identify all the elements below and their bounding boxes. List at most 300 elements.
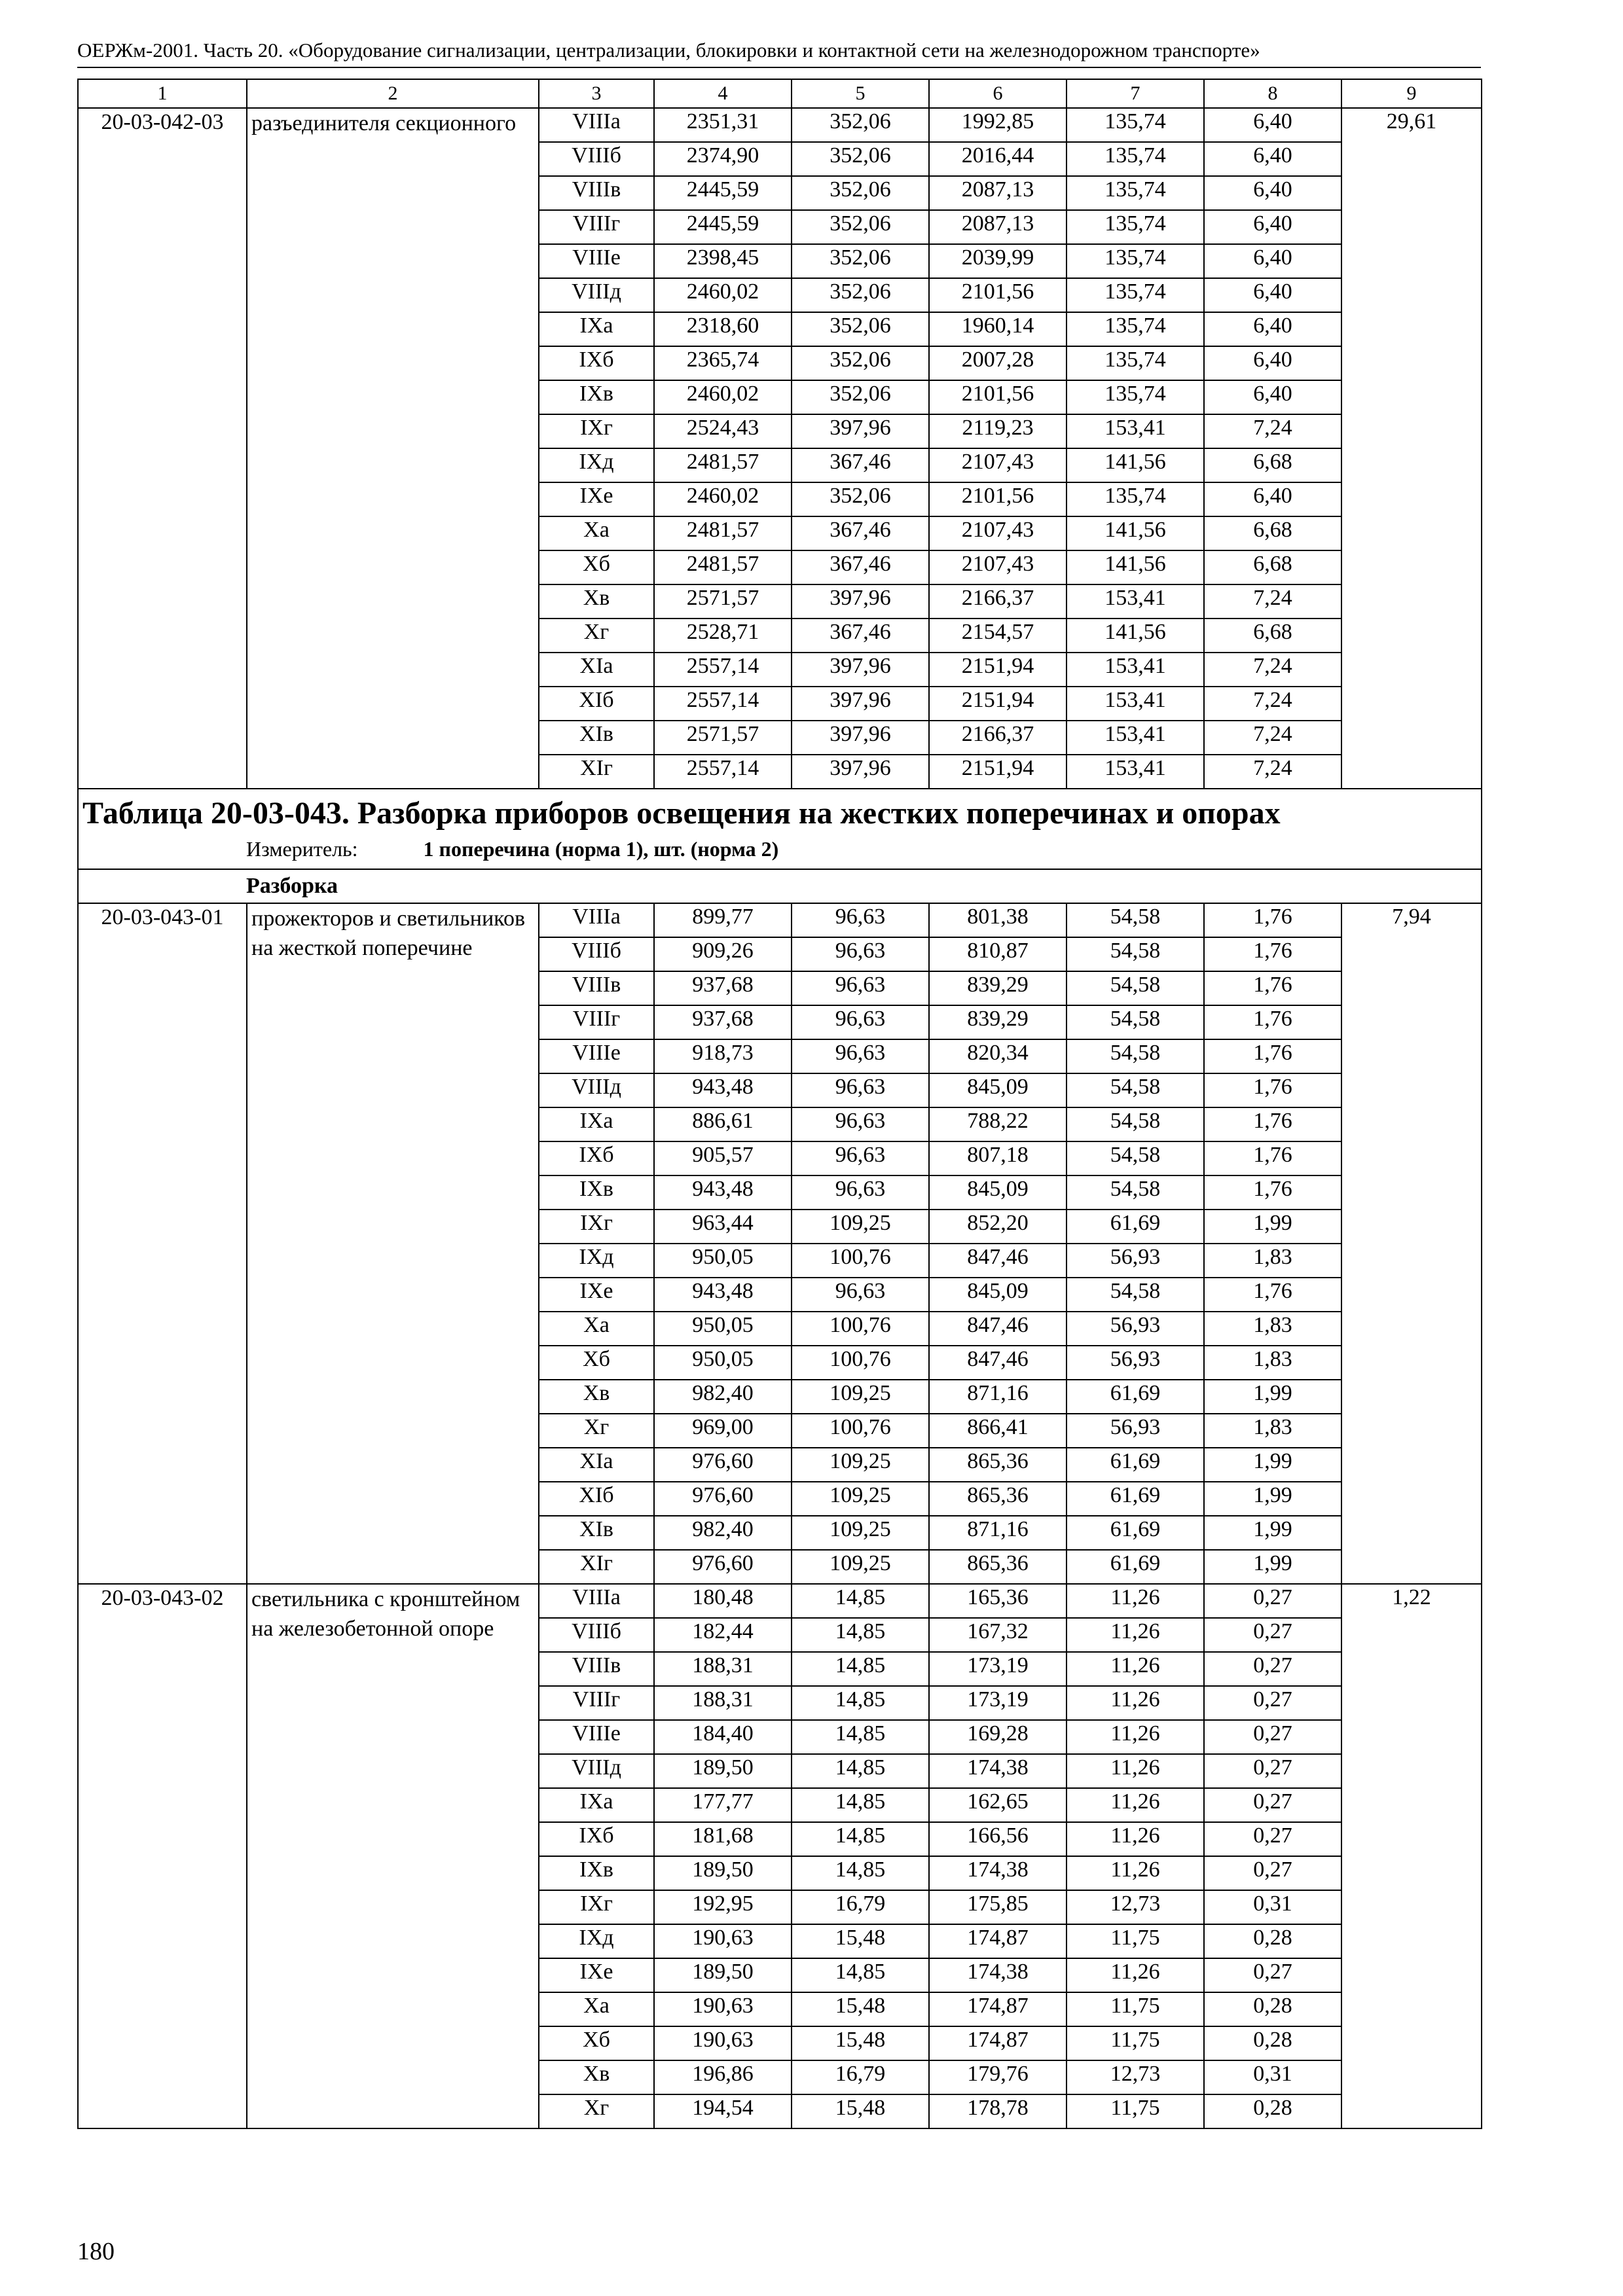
value-cell-col7: 11,26	[1067, 1958, 1204, 1992]
value-cell-col7: 54,58	[1067, 1278, 1204, 1312]
value-cell-col7: 61,69	[1067, 1550, 1204, 1584]
zone-cell: VIIIв	[539, 971, 654, 1005]
zone-cell: VIIIг	[539, 1005, 654, 1039]
value-cell-col8: 0,27	[1204, 1686, 1341, 1720]
table-title-cell	[78, 789, 1482, 869]
value-cell-col6: 847,46	[929, 1346, 1067, 1380]
rate-code: 20-03-043-02	[78, 1584, 247, 2128]
running-header: ОЕРЖм-2001. Часть 20. «Оборудование сигнализации, централизации, блокировки и контактной сети на железнодорожном транспорте»	[77, 39, 1260, 62]
value-cell-col7: 61,69	[1067, 1516, 1204, 1550]
value-cell-col7: 54,58	[1067, 1005, 1204, 1039]
value-cell-col6: 179,76	[929, 2060, 1067, 2094]
value-cell-col4: 2528,71	[654, 619, 792, 653]
value-cell-col8: 1,76	[1204, 1039, 1341, 1073]
value-cell-col6: 847,46	[929, 1244, 1067, 1278]
value-cell-col7: 56,93	[1067, 1346, 1204, 1380]
value-cell-col4: 2481,57	[654, 448, 792, 482]
value-cell-col4: 982,40	[654, 1516, 792, 1550]
value-cell-col5: 367,46	[792, 550, 929, 584]
value-cell-col6: 845,09	[929, 1175, 1067, 1210]
zone-cell: VIIIд	[539, 278, 654, 312]
value-cell-col7: 135,74	[1067, 210, 1204, 244]
value-cell-col7: 54,58	[1067, 1175, 1204, 1210]
zone-cell: VIIIб	[539, 1618, 654, 1652]
value-cell-col8: 6,40	[1204, 380, 1341, 414]
value-cell-col5: 100,76	[792, 1346, 929, 1380]
value-cell-col6: 167,32	[929, 1618, 1067, 1652]
value-cell-col4: 2571,57	[654, 721, 792, 755]
zone-cell: XIб	[539, 1482, 654, 1516]
value-cell-col8: 6,40	[1204, 142, 1341, 176]
value-cell-col4: 2481,57	[654, 516, 792, 550]
value-cell-col4: 2398,45	[654, 244, 792, 278]
value-cell-col7: 11,26	[1067, 1822, 1204, 1856]
value-cell-col4: 905,57	[654, 1141, 792, 1175]
value-cell-col5: 352,06	[792, 142, 929, 176]
price-table-grid	[77, 79, 1482, 2129]
measure-label: Измеритель:	[246, 836, 358, 861]
zone-cell: XIа	[539, 1448, 654, 1482]
zone-cell: IXг	[539, 414, 654, 448]
value-cell-col4: 181,68	[654, 1822, 792, 1856]
value-cell-col7: 141,56	[1067, 550, 1204, 584]
value-cell-col8: 1,76	[1204, 1073, 1341, 1107]
zone-cell: XIб	[539, 687, 654, 721]
value-cell-col8: 0,27	[1204, 1584, 1341, 1618]
value-cell-col4: 2460,02	[654, 482, 792, 516]
zone-cell: VIIIе	[539, 244, 654, 278]
value-cell-col6: 852,20	[929, 1210, 1067, 1244]
value-cell-col5: 397,96	[792, 653, 929, 687]
value-cell-col7: 12,73	[1067, 2060, 1204, 2094]
value-cell-col8: 0,27	[1204, 1618, 1341, 1652]
value-cell-col7: 61,69	[1067, 1210, 1204, 1244]
value-cell-col6: 871,16	[929, 1380, 1067, 1414]
value-cell-col8: 0,27	[1204, 1788, 1341, 1822]
zone-cell: VIIIа	[539, 903, 654, 937]
value-cell-col4: 2460,02	[654, 278, 792, 312]
value-cell-col7: 11,26	[1067, 1856, 1204, 1890]
value-cell-col4: 943,48	[654, 1175, 792, 1210]
value-cell-col7: 135,74	[1067, 312, 1204, 346]
zone-cell: IXа	[539, 1107, 654, 1141]
value-cell-col8: 6,40	[1204, 346, 1341, 380]
value-cell-col8: 7,24	[1204, 414, 1341, 448]
value-cell-col5: 14,85	[792, 1788, 929, 1822]
value-cell-col4: 950,05	[654, 1244, 792, 1278]
value-cell-col6: 2087,13	[929, 210, 1067, 244]
zone-cell: Xв	[539, 1380, 654, 1414]
value-cell-col4: 2524,43	[654, 414, 792, 448]
value-cell-col6: 2107,43	[929, 516, 1067, 550]
value-cell-col4: 188,31	[654, 1652, 792, 1686]
value-cell-col6: 2039,99	[929, 244, 1067, 278]
value-cell-col7: 12,73	[1067, 1890, 1204, 1924]
measure-unit: 1 поперечина (норма 1), шт. (норма 2)	[423, 836, 779, 861]
value-cell-col7: 54,58	[1067, 1141, 1204, 1175]
value-cell-col4: 2557,14	[654, 687, 792, 721]
value-cell-col5: 352,06	[792, 176, 929, 210]
value-cell-col6: 162,65	[929, 1788, 1067, 1822]
measure-line	[246, 836, 1477, 861]
column-number: 8	[1204, 79, 1341, 108]
value-cell-col4: 2351,31	[654, 108, 792, 142]
value-cell-col5: 397,96	[792, 584, 929, 619]
zone-cell: IXб	[539, 346, 654, 380]
value-cell-col8: 7,24	[1204, 687, 1341, 721]
rate-description: светильника с кронштейном на железобетонной опоре	[247, 1584, 539, 2128]
value-cell-col7: 11,26	[1067, 1686, 1204, 1720]
value-cell-col7: 11,75	[1067, 2026, 1204, 2060]
value-cell-col6: 174,38	[929, 1958, 1067, 1992]
value-cell-col6: 174,38	[929, 1856, 1067, 1890]
value-cell-col5: 14,85	[792, 1686, 929, 1720]
zone-cell: IXб	[539, 1141, 654, 1175]
value-cell-col6: 2101,56	[929, 278, 1067, 312]
value-cell-col6: 2016,44	[929, 142, 1067, 176]
value-cell-col6: 871,16	[929, 1516, 1067, 1550]
value-cell-col6: 2151,94	[929, 755, 1067, 789]
value-cell-col5: 109,25	[792, 1550, 929, 1584]
zone-cell: IXа	[539, 312, 654, 346]
value-cell-col4: 2445,59	[654, 210, 792, 244]
zone-cell: IXв	[539, 1175, 654, 1210]
value-cell-col7: 135,74	[1067, 482, 1204, 516]
value-cell-col6: 175,85	[929, 1890, 1067, 1924]
value-cell-col5: 14,85	[792, 1720, 929, 1754]
zone-cell: IXа	[539, 1788, 654, 1822]
value-cell-col8: 0,27	[1204, 1754, 1341, 1788]
value-cell-col6: 845,09	[929, 1073, 1067, 1107]
value-cell-col8: 0,27	[1204, 1652, 1341, 1686]
value-cell-col8: 0,28	[1204, 2026, 1341, 2060]
value-cell-col4: 182,44	[654, 1618, 792, 1652]
value-cell-col5: 352,06	[792, 210, 929, 244]
value-cell-col4: 918,73	[654, 1039, 792, 1073]
section-cell	[78, 869, 1482, 903]
zone-cell: IXг	[539, 1210, 654, 1244]
value-cell-col4: 943,48	[654, 1278, 792, 1312]
zone-cell: VIIIб	[539, 937, 654, 971]
value-cell-col4: 969,00	[654, 1414, 792, 1448]
value-cell-col5: 352,06	[792, 482, 929, 516]
value-cell-col8: 6,40	[1204, 176, 1341, 210]
value-cell-col5: 96,63	[792, 971, 929, 1005]
value-cell-col8: 7,24	[1204, 653, 1341, 687]
column-number: 4	[654, 79, 792, 108]
value-cell-col8: 7,24	[1204, 755, 1341, 789]
value-cell-col7: 135,74	[1067, 176, 1204, 210]
zone-cell: XIг	[539, 755, 654, 789]
value-cell-col4: 937,68	[654, 1005, 792, 1039]
value-cell-col6: 839,29	[929, 971, 1067, 1005]
value-cell-col4: 188,31	[654, 1686, 792, 1720]
value-cell-col7: 54,58	[1067, 903, 1204, 937]
zone-cell: Xв	[539, 2060, 654, 2094]
zone-cell: Xг	[539, 2094, 654, 2128]
value-cell-col6: 847,46	[929, 1312, 1067, 1346]
value-cell-col7: 11,26	[1067, 1584, 1204, 1618]
value-cell-col4: 190,63	[654, 1924, 792, 1958]
value-cell-col4: 976,60	[654, 1550, 792, 1584]
value-cell-col8: 1,83	[1204, 1346, 1341, 1380]
value-cell-col4: 976,60	[654, 1482, 792, 1516]
value-cell-col8: 0,28	[1204, 1992, 1341, 2026]
value-cell-col6: 2166,37	[929, 584, 1067, 619]
value-cell-col7: 11,26	[1067, 1720, 1204, 1754]
value-cell-col8: 1,99	[1204, 1448, 1341, 1482]
value-cell-col8: 1,83	[1204, 1244, 1341, 1278]
value-cell-col4: 196,86	[654, 2060, 792, 2094]
value-cell-col5: 352,06	[792, 312, 929, 346]
value-cell-col5: 352,06	[792, 380, 929, 414]
value-cell-col4: 950,05	[654, 1312, 792, 1346]
value-cell-col4: 943,48	[654, 1073, 792, 1107]
value-cell-col6: 2007,28	[929, 346, 1067, 380]
value-cell-col6: 865,36	[929, 1448, 1067, 1482]
value-cell-col7: 56,93	[1067, 1312, 1204, 1346]
value-cell-col8: 0,31	[1204, 1890, 1341, 1924]
value-cell-col7: 11,75	[1067, 2094, 1204, 2128]
value-cell-col5: 352,06	[792, 346, 929, 380]
value-cell-col6: 1960,14	[929, 312, 1067, 346]
value-cell-col8: 1,76	[1204, 1141, 1341, 1175]
value-cell-col5: 397,96	[792, 687, 929, 721]
value-cell-col8: 6,68	[1204, 448, 1341, 482]
value-cell-col5: 397,96	[792, 721, 929, 755]
value-cell-col5: 367,46	[792, 619, 929, 653]
value-cell-col6: 178,78	[929, 2094, 1067, 2128]
value-cell-col4: 982,40	[654, 1380, 792, 1414]
column-number: 9	[1341, 79, 1482, 108]
value-cell-col8: 1,99	[1204, 1482, 1341, 1516]
value-cell-col6: 839,29	[929, 1005, 1067, 1039]
page-number: 180	[77, 2238, 115, 2265]
value-cell-col8: 0,28	[1204, 2094, 1341, 2128]
value-cell-col7: 56,93	[1067, 1414, 1204, 1448]
value-cell-col8: 1,99	[1204, 1516, 1341, 1550]
value-cell-col6: 820,34	[929, 1039, 1067, 1073]
value-cell-col4: 177,77	[654, 1788, 792, 1822]
price-table	[77, 79, 1481, 2129]
value-cell-col4: 190,63	[654, 2026, 792, 2060]
column-number: 1	[78, 79, 247, 108]
value-cell-col5: 15,48	[792, 1992, 929, 2026]
value-cell-col8: 6,40	[1204, 482, 1341, 516]
zone-cell: IXв	[539, 1856, 654, 1890]
value-cell-col8: 6,68	[1204, 550, 1341, 584]
value-cell-col5: 367,46	[792, 448, 929, 482]
value-cell-col5: 16,79	[792, 1890, 929, 1924]
value-cell-col4: 190,63	[654, 1992, 792, 2026]
value-cell-col5: 96,63	[792, 903, 929, 937]
value-cell-col5: 15,48	[792, 2026, 929, 2060]
value-cell-col5: 367,46	[792, 516, 929, 550]
zone-cell: Xб	[539, 1346, 654, 1380]
section-label: Разборка	[246, 873, 338, 898]
rate-code: 20-03-042-03	[78, 108, 247, 789]
value-cell-col4: 2557,14	[654, 755, 792, 789]
value-cell-col8: 1,99	[1204, 1550, 1341, 1584]
value-cell-col6: 1992,85	[929, 108, 1067, 142]
value-cell-col8: 1,76	[1204, 1107, 1341, 1141]
value-cell-col4: 909,26	[654, 937, 792, 971]
rate-code: 20-03-043-01	[78, 903, 247, 1584]
value-cell-col6: 2101,56	[929, 380, 1067, 414]
value-cell-col8: 0,27	[1204, 1958, 1341, 1992]
value-cell-col4: 180,48	[654, 1584, 792, 1618]
zone-cell: IXе	[539, 1278, 654, 1312]
value-cell-col7: 11,26	[1067, 1754, 1204, 1788]
value-cell-col7: 11,26	[1067, 1652, 1204, 1686]
column-number-row	[78, 79, 1482, 108]
zone-cell: IXг	[539, 1890, 654, 1924]
value-cell-col4: 899,77	[654, 903, 792, 937]
value-cell-col8: 1,99	[1204, 1380, 1341, 1414]
value-cell-col6: 865,36	[929, 1482, 1067, 1516]
zone-cell: VIIIг	[539, 1686, 654, 1720]
value-cell-col5: 96,63	[792, 1005, 929, 1039]
value-cell-col5: 96,63	[792, 1141, 929, 1175]
zone-cell: Xг	[539, 619, 654, 653]
zone-cell: IXв	[539, 380, 654, 414]
value-cell-col8: 0,28	[1204, 1924, 1341, 1958]
value-cell-col7: 11,75	[1067, 1924, 1204, 1958]
value-cell-col7: 61,69	[1067, 1448, 1204, 1482]
value-cell-col5: 352,06	[792, 278, 929, 312]
value-cell-col5: 109,25	[792, 1210, 929, 1244]
value-cell-col8: 1,76	[1204, 1175, 1341, 1210]
value-cell-col7: 135,74	[1067, 278, 1204, 312]
value-cell-col5: 397,96	[792, 755, 929, 789]
value-cell-col6: 807,18	[929, 1141, 1067, 1175]
value-cell-col8: 7,24	[1204, 721, 1341, 755]
value-cell-col4: 2481,57	[654, 550, 792, 584]
value-cell-col5: 109,25	[792, 1516, 929, 1550]
value-cell-col5: 14,85	[792, 1618, 929, 1652]
zone-cell: VIIIа	[539, 1584, 654, 1618]
table-body	[78, 79, 1482, 2128]
value-cell-col6: 2151,94	[929, 687, 1067, 721]
value-cell-col8: 1,76	[1204, 971, 1341, 1005]
value-cell-col4: 937,68	[654, 971, 792, 1005]
value-cell-col5: 109,25	[792, 1448, 929, 1482]
value-cell-col5: 352,06	[792, 244, 929, 278]
zone-cell: IXб	[539, 1822, 654, 1856]
zone-cell: Xа	[539, 1992, 654, 2026]
value-cell-col8: 0,27	[1204, 1856, 1341, 1890]
value-cell-col6: 165,36	[929, 1584, 1067, 1618]
value-cell-col4: 2318,60	[654, 312, 792, 346]
value-cell-col7: 61,69	[1067, 1482, 1204, 1516]
value-cell-col5: 14,85	[792, 1958, 929, 1992]
value-cell-col7: 11,26	[1067, 1618, 1204, 1652]
zone-cell: IXд	[539, 1924, 654, 1958]
value-cell-col5: 100,76	[792, 1312, 929, 1346]
value-cell-col4: 189,50	[654, 1958, 792, 1992]
zone-cell: VIIIд	[539, 1073, 654, 1107]
value-cell-col6: 866,41	[929, 1414, 1067, 1448]
value-cell-col4: 189,50	[654, 1856, 792, 1890]
value-cell-col6: 788,22	[929, 1107, 1067, 1141]
value-cell-col7: 54,58	[1067, 937, 1204, 971]
value-cell-col6: 845,09	[929, 1278, 1067, 1312]
value-cell-col6: 2154,57	[929, 619, 1067, 653]
zone-cell: IXе	[539, 1958, 654, 1992]
zone-cell: Xб	[539, 550, 654, 584]
value-cell-col4: 194,54	[654, 2094, 792, 2128]
value-cell-col8: 1,83	[1204, 1414, 1341, 1448]
value-cell-col5: 397,96	[792, 414, 929, 448]
zone-cell: XIв	[539, 721, 654, 755]
value-cell-col4: 950,05	[654, 1346, 792, 1380]
value-cell-col8: 0,27	[1204, 1720, 1341, 1754]
value-cell-col6: 2119,23	[929, 414, 1067, 448]
zone-cell: Xа	[539, 1312, 654, 1346]
value-cell-col6: 174,38	[929, 1754, 1067, 1788]
value-cell-col4: 886,61	[654, 1107, 792, 1141]
value-cell-col6: 2151,94	[929, 653, 1067, 687]
value-cell-col7: 54,58	[1067, 1073, 1204, 1107]
value-cell-col7: 153,41	[1067, 721, 1204, 755]
header-rule	[77, 67, 1481, 68]
zone-cell: Xа	[539, 516, 654, 550]
column-number: 2	[247, 79, 539, 108]
zone-cell: XIг	[539, 1550, 654, 1584]
value-cell-col7: 135,74	[1067, 346, 1204, 380]
value-cell-col5: 352,06	[792, 108, 929, 142]
value-cell-col5: 96,63	[792, 1175, 929, 1210]
zone-cell: VIIIе	[539, 1039, 654, 1073]
value-cell-col8: 6,68	[1204, 619, 1341, 653]
value-cell-col5: 16,79	[792, 2060, 929, 2094]
value-cell-col5: 100,76	[792, 1244, 929, 1278]
value-cell-col6: 2107,43	[929, 448, 1067, 482]
value-cell-col8: 0,27	[1204, 1822, 1341, 1856]
value-cell-col7: 153,41	[1067, 653, 1204, 687]
value-cell-col6: 174,87	[929, 1992, 1067, 2026]
value-cell-col8: 7,24	[1204, 584, 1341, 619]
value-cell-col6: 2166,37	[929, 721, 1067, 755]
value-cell-col5: 100,76	[792, 1414, 929, 1448]
column-number: 5	[792, 79, 929, 108]
value-cell-col7: 141,56	[1067, 619, 1204, 653]
zone-cell: Xв	[539, 584, 654, 619]
value-cell-col8: 1,76	[1204, 1005, 1341, 1039]
zone-cell: IXд	[539, 1244, 654, 1278]
value-cell-col7: 54,58	[1067, 1039, 1204, 1073]
value-cell-col8: 6,40	[1204, 278, 1341, 312]
zone-cell: XIа	[539, 653, 654, 687]
value-cell-col6: 810,87	[929, 937, 1067, 971]
value-cell-col7: 11,75	[1067, 1992, 1204, 2026]
value-cell-col5: 14,85	[792, 1856, 929, 1890]
value-cell-col5: 96,63	[792, 1039, 929, 1073]
value-cell-col7: 153,41	[1067, 687, 1204, 721]
value-cell-col9: 1,22	[1341, 1584, 1482, 2128]
value-cell-col6: 173,19	[929, 1652, 1067, 1686]
value-cell-col6: 865,36	[929, 1550, 1067, 1584]
value-cell-col5: 15,48	[792, 1924, 929, 1958]
value-cell-col4: 2374,90	[654, 142, 792, 176]
zone-cell: Xг	[539, 1414, 654, 1448]
value-cell-col7: 11,26	[1067, 1788, 1204, 1822]
zone-cell: VIIIв	[539, 1652, 654, 1686]
value-cell-col8: 6,40	[1204, 210, 1341, 244]
value-cell-col5: 96,63	[792, 1278, 929, 1312]
zone-cell: VIIIд	[539, 1754, 654, 1788]
value-cell-col8: 1,99	[1204, 1210, 1341, 1244]
